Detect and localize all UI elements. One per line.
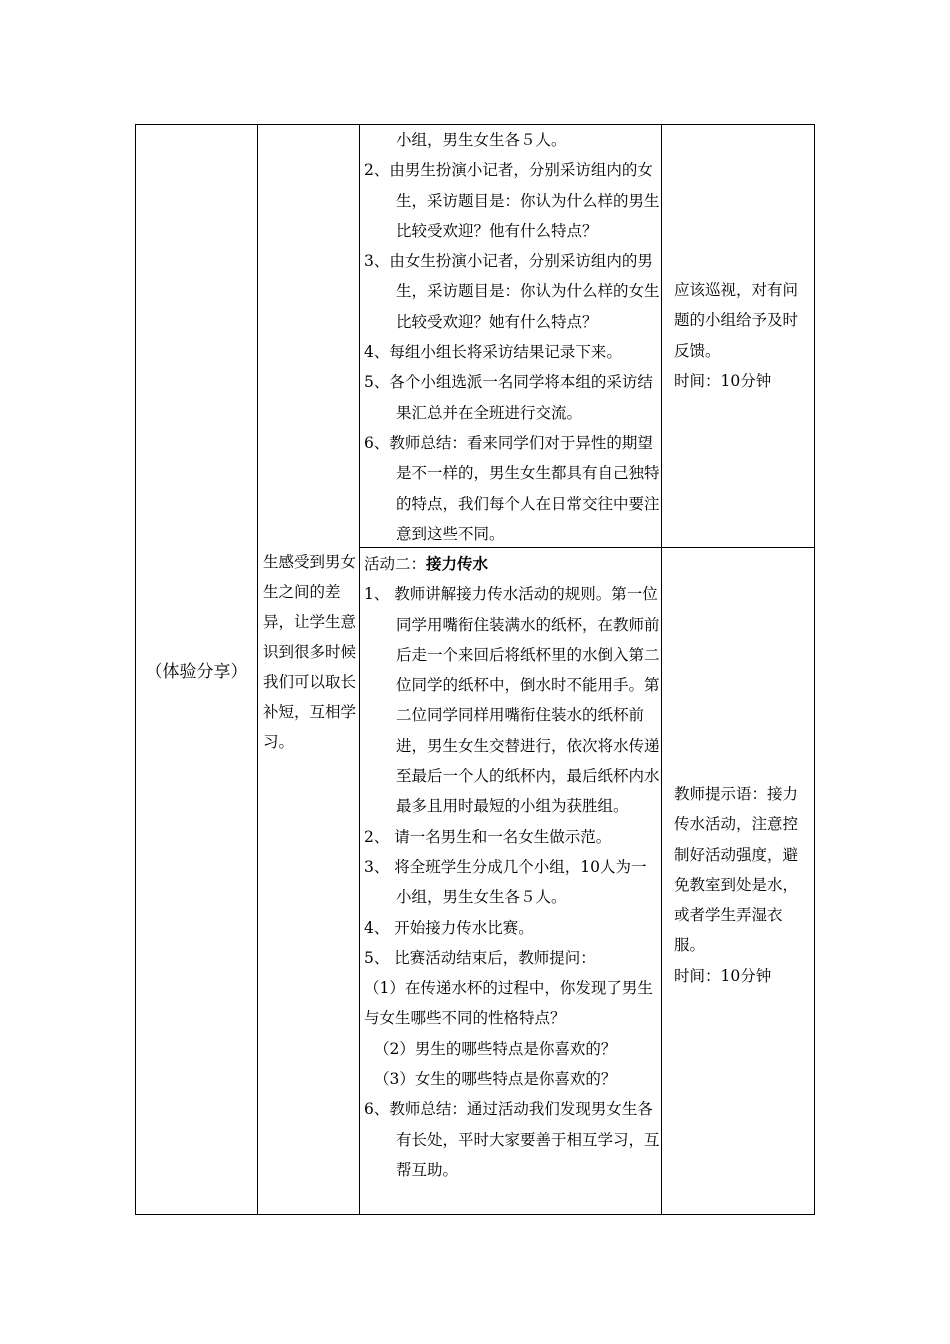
activity-two-heading: [364, 549, 660, 579]
activity-one-steps: [364, 125, 660, 549]
activity-step: （2）男生的哪些特点是你喜欢的？: [374, 1039, 617, 1058]
note-line: 应该巡视，对有问: [674, 281, 799, 299]
activity-one-cell: [364, 125, 660, 549]
note-two-lines: [674, 779, 814, 991]
activity-step: 3、由女生扮演小记者，分别采访组内的男生，采访题目是：你认为什么样的女生比较受欢迎？她有什么特点？: [364, 252, 660, 331]
activity-two-steps: [364, 579, 660, 1185]
activity-two-prefix: 活动二：: [364, 555, 427, 573]
note-line: 时间：10分钟: [674, 966, 772, 985]
lesson-plan-table: [135, 124, 815, 1215]
activity-step: 2、 请一名男生和一名女生做示范。: [364, 827, 612, 846]
activity-step: 5、 比赛活动结束后，教师提问：: [364, 948, 596, 967]
activity-step: 6、教师总结：看来同学们对于异性的期望是不一样的，男生女生都具有自己独特的特点，我们每个人在日常交往中要注意到这些不同。: [364, 433, 660, 543]
note-line: 题的小组给予及时: [674, 311, 799, 330]
activity-two-title: 接力传水: [426, 555, 489, 573]
activity-step: 2、由男生扮演小记者，分别采访组内的女生，采访题目是：你认为什么样的男生比较受欢迎？他有什么特点？: [364, 161, 660, 240]
activity-step: （3）女生的哪些特点是你喜欢的？: [374, 1070, 617, 1089]
note-line: 传水活动，注意控: [674, 815, 799, 834]
note-line: 教师提示语：接力: [674, 785, 799, 803]
activity-step: 3、 将全班学生分成几个小组，10人为一小组，男生女生各５人。: [364, 857, 647, 907]
activity-step: 6、教师总结：通过活动我们发现男女生各有长处，平时大家要善于相互学习，互帮互助。: [364, 1100, 660, 1179]
activity-step: （1）在传递水杯的过程中，你发现了男生与女生哪些不同的性格特点？: [364, 979, 653, 1028]
activity-step: 小组，男生女生各５人。: [396, 131, 567, 149]
column-divider: [257, 125, 258, 1214]
goal-text: 生感受到男女生之间的差异，让学生意识到很多时候我们可以取长补短，互相学习。: [263, 553, 357, 751]
activity-step: 4、 开始接力传水比赛。: [364, 918, 534, 937]
note-one-lines: [674, 275, 814, 396]
column-divider: [661, 125, 662, 1214]
note-one-cell: [674, 275, 814, 396]
note-line: 制好活动强度，避: [674, 845, 799, 864]
note-line: 服。: [674, 936, 706, 955]
activity-step: 4、每组小组长将采访结果记录下来。: [364, 343, 622, 362]
activity-two-cell: [364, 549, 660, 1185]
note-line: 时间：10分钟: [674, 371, 772, 390]
note-line: 反馈。: [674, 341, 721, 360]
note-line: 免教室到处是水，: [674, 875, 799, 894]
activity-step: 1、 教师讲解接力传水活动的规则。第一位同学用嘴衔住装满水的纸杯，在教师前后走一个来回后将纸杯里的水倒入第二位同学的纸杯中，倒水时不能用手。第二位同学同样用嘴衔住装水的纸杯前进，男生女生交替进行，依次将水传递至最后一个人的纸杯内，最后纸杯内水最多且用时最短的小组为获胜组。: [364, 585, 660, 816]
activity-step: 5、各个小组选派一名同学将本组的采访结果汇总并在全班进行交流。: [364, 373, 653, 422]
stage-label: （体验分享）: [145, 662, 248, 682]
note-two-cell: [674, 779, 814, 991]
note-line: 或者学生弄湿衣: [674, 906, 783, 925]
